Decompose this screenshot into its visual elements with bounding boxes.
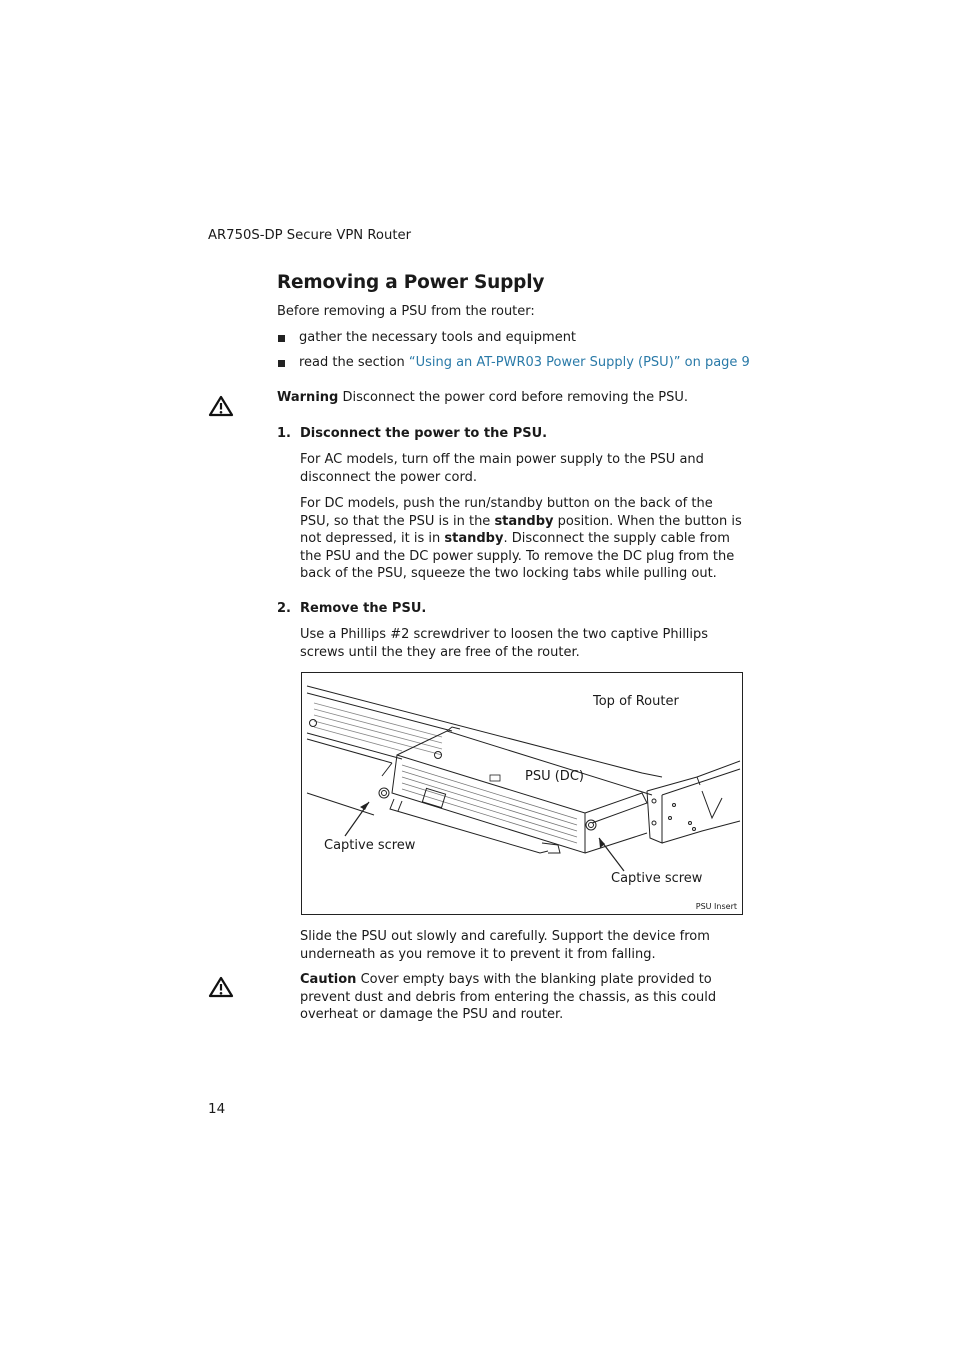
step-number: 1. (277, 426, 291, 441)
cross-reference-link[interactable]: “Using an AT-PWR03 Power Supply (PSU)” on page 9 (408, 355, 750, 370)
step-paragraph: For AC models, turn off the main power supply to the PSU and disconnect the power cord. (300, 452, 704, 485)
list-item-text: gather the necessary tools and equipment (299, 330, 577, 345)
warning-note (277, 390, 688, 405)
warning-label: Warning (277, 390, 339, 405)
list-item-text: read the section “Using an AT-PWR03 Power Supply (PSU)” on page 9 (299, 355, 750, 370)
step-paragraph: For DC models, push the run/standby button on the back of the PSU, so that the PSU is in the standby position. When the button is not depressed, it is in standby. Disconnect the supply cable from the PSU and the DC power supply. To remove the DC plug from the back of the PSU, squeeze the two locking tabs while pulling out. (300, 496, 742, 582)
running-header: AR750S-DP Secure VPN Router (208, 228, 412, 243)
figure-tag: PSU Insert (695, 902, 737, 911)
label-top-of-router: Top of Router (593, 694, 679, 709)
section-title: Removing a Power Supply (277, 272, 545, 293)
intro-text: Before removing a PSU from the router: (277, 304, 535, 319)
step-title: Disconnect the power to the PSU. (300, 426, 548, 441)
warning-triangle-icon (208, 976, 234, 998)
caution-label: Caution (300, 972, 357, 987)
caution-text: Cover empty bays with the blanking plate provided to prevent dust and debris from entering the chassis, as this could overheat or damage the PSU and router. (300, 972, 717, 1023)
label-psu-dc: PSU (DC) (525, 769, 584, 784)
label-captive-screw-left: Captive screw (324, 838, 416, 853)
label-captive-screw-right: Captive screw (611, 871, 703, 886)
step-title: Remove the PSU. (300, 601, 427, 616)
step-number: 2. (277, 601, 291, 616)
warning-triangle-icon (208, 395, 234, 417)
square-bullet-icon (278, 360, 285, 367)
after-figure-paragraph: Slide the PSU out slowly and carefully. Support the device from underneath as you remove it to prevent it from falling. (300, 929, 710, 962)
page-number: 14 (208, 1101, 226, 1117)
psu-insert-figure (301, 672, 743, 915)
square-bullet-icon (278, 335, 285, 342)
warning-text: Disconnect the power cord before removing the PSU. (338, 390, 688, 405)
caution-note (300, 971, 746, 1024)
step-paragraph: Use a Phillips #2 screwdriver to loosen the two captive Phillips screws until the they are free of the router. (300, 627, 709, 660)
